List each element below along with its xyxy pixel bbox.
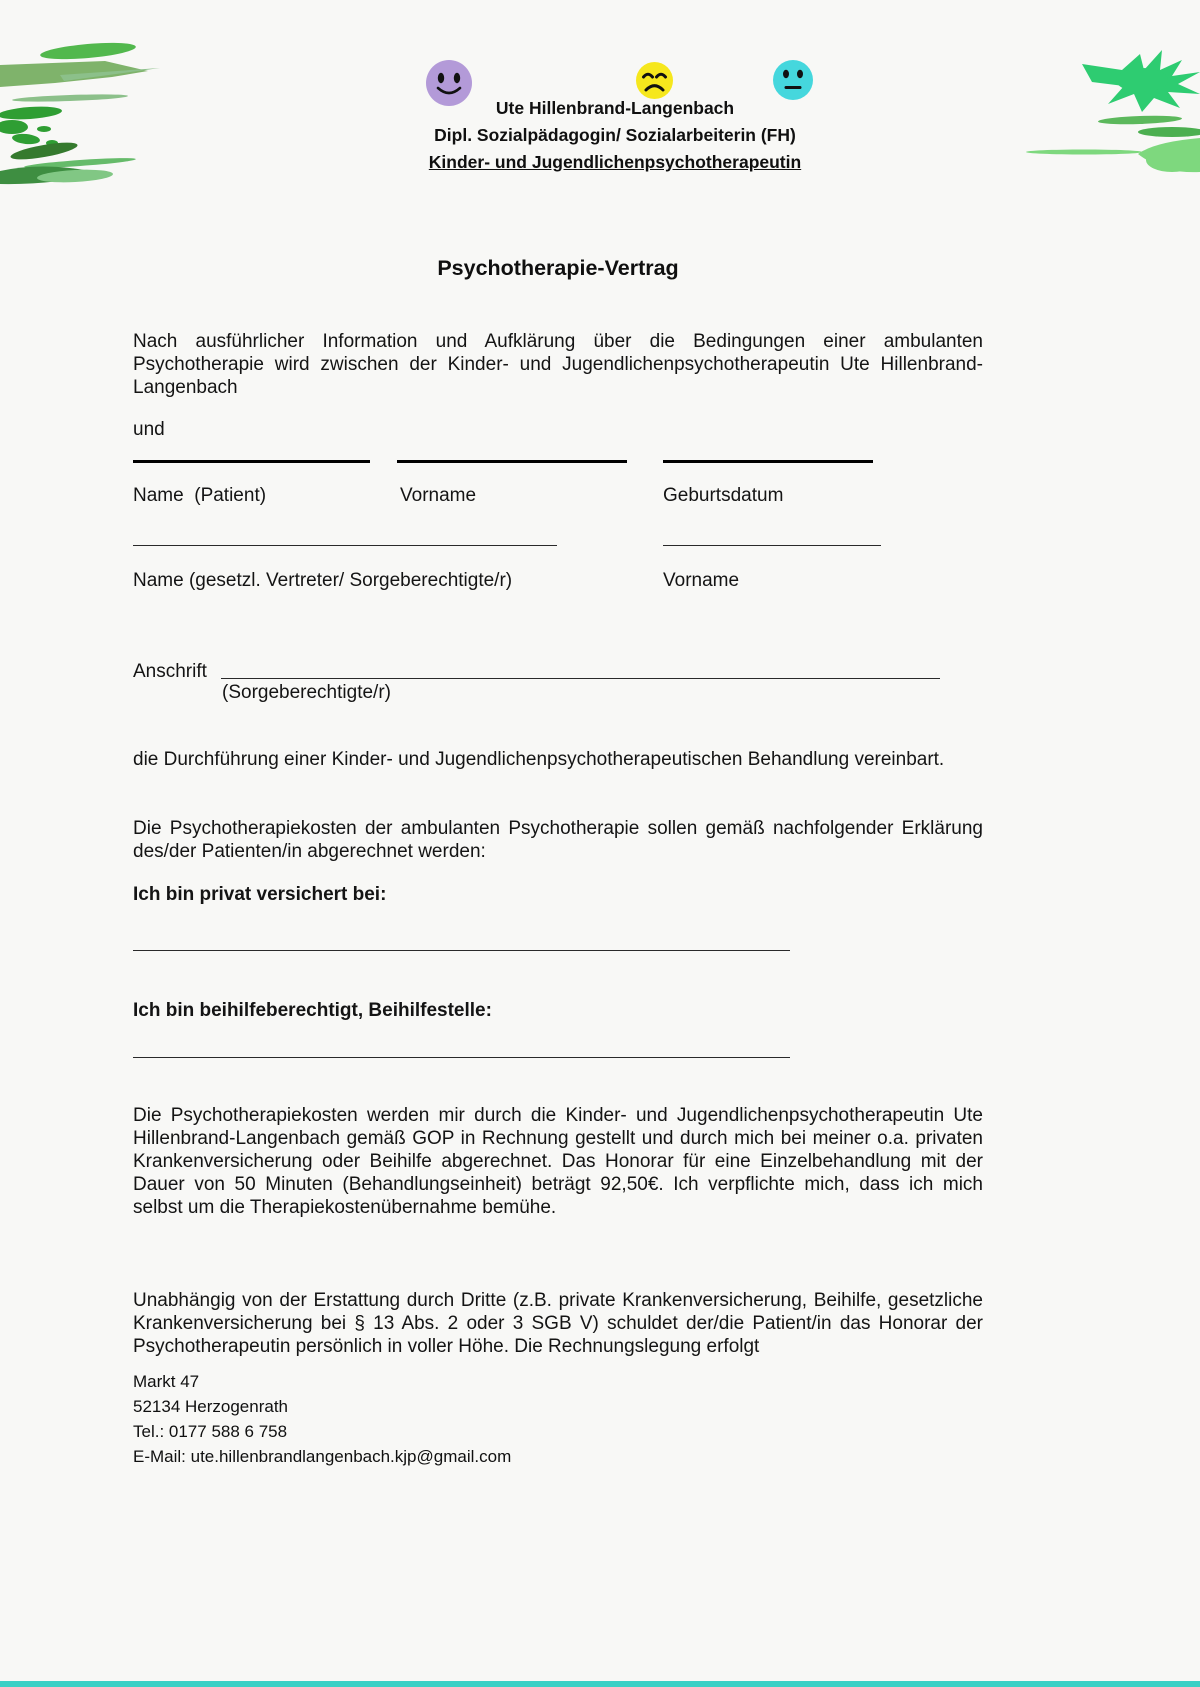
guardian-name-blank	[133, 529, 557, 546]
guardian-firstname-label: Vorname	[663, 570, 740, 591]
footer-city: 52134 Herzogenrath	[133, 1397, 289, 1416]
patient-firstname-label: Vorname	[400, 485, 477, 506]
costs-intro-paragraph: Die Psychotherapiekosten der ambulanten Psychotherapie sollen gemäß nachfolgender Erklärung des/der Patienten/in abgerechnet werden:	[133, 818, 983, 862]
footer-street: Markt 47	[133, 1372, 200, 1391]
document-title: Psychotherapie-Vertrag	[437, 256, 679, 280]
beihilfe-blank	[133, 1041, 790, 1058]
paint-splatter-right-icon	[1022, 42, 1200, 180]
guardian-name-label: Name (gesetzl. Vertreter/ Sorgeberechtigte/r)	[133, 570, 513, 591]
patient-birthdate-blank	[663, 444, 873, 463]
address-label: Anschrift	[133, 661, 207, 682]
patient-birthdate-label: Geburtsdatum	[663, 485, 784, 506]
beihilfe-heading: Ich bin beihilfeberechtigt, Beihilfestelle:	[133, 1000, 492, 1021]
patient-name-blank	[133, 444, 370, 463]
practitioner-credential: Dipl. Sozialpädagogin/ Sozialarbeiterin (FH)	[434, 125, 796, 145]
patient-name-label: Name (Patient)	[133, 485, 267, 506]
patient-firstname-blank	[397, 444, 627, 463]
billing-paragraph: Die Psychotherapiekosten werden mir durch die Kinder- und Jugendlichenpsychotherapeutin Ute Hillenbrand-Langenbach gemäß GOP in Rechnung gestellt und durch mich bei meiner o.a. privaten Krankenversicherung oder Beihilfe abgerechnet. Das Honorar für eine Einzelbehandlung mit der Dauer von 50 Minuten (Behandlungseinheit) beträgt 92,50€. Ich verpflichte mich, dass ich mich selbst um die Therapiekostenübernahme bemühe.	[133, 1105, 983, 1218]
address-blank	[221, 662, 940, 679]
neutral-face-icon	[773, 60, 813, 100]
practitioner-name: Ute Hillenbrand-Langenbach	[495, 98, 735, 118]
footer-email: E-Mail: ute.hillenbrandlangenbach.kjp@gmail.com	[133, 1447, 512, 1466]
paint-splatter-left-icon	[0, 35, 168, 187]
address-sublabel: (Sorgeberechtigte/r)	[222, 682, 391, 703]
contact-footer	[133, 1369, 993, 1469]
footer-phone: Tel.: 0177 588 6 758	[133, 1422, 288, 1441]
agreement-paragraph: die Durchführung einer Kinder- und Jugendlichenpsychotherapeutischen Behandlung vereinbart.	[133, 749, 945, 770]
sad-face-icon	[636, 62, 673, 99]
bottom-accent-bar	[0, 1681, 1200, 1687]
liability-paragraph: Unabhängig von der Erstattung durch Dritte (z.B. private Krankenversicherung, Beihilfe, gesetzliche Krankenversicherung bei § 13 Abs. 2 oder 3 SGB V) schuldet der/die Patient/in das Honorar der Psychotherapeutin persönlich in voller Höhe. Die Rechnungslegung erfolgt	[133, 1290, 983, 1357]
practitioner-profession: Kinder- und Jugendlichenpsychotherapeutin	[428, 152, 802, 172]
connector-label: und	[133, 419, 165, 440]
guardian-firstname-blank	[663, 529, 881, 546]
private-insurance-blank	[133, 934, 790, 951]
intro-paragraph: Nach ausführlicher Information und Aufklärung über die Bedingungen einer ambulanten Psychotherapie wird zwischen der Kinder- und Jugendlichenpsychotherapeutin Ute Hillenbrand- Langenbach	[133, 331, 983, 398]
private-insurance-heading: Ich bin privat versichert bei:	[133, 884, 387, 905]
letterhead	[200, 95, 1030, 176]
